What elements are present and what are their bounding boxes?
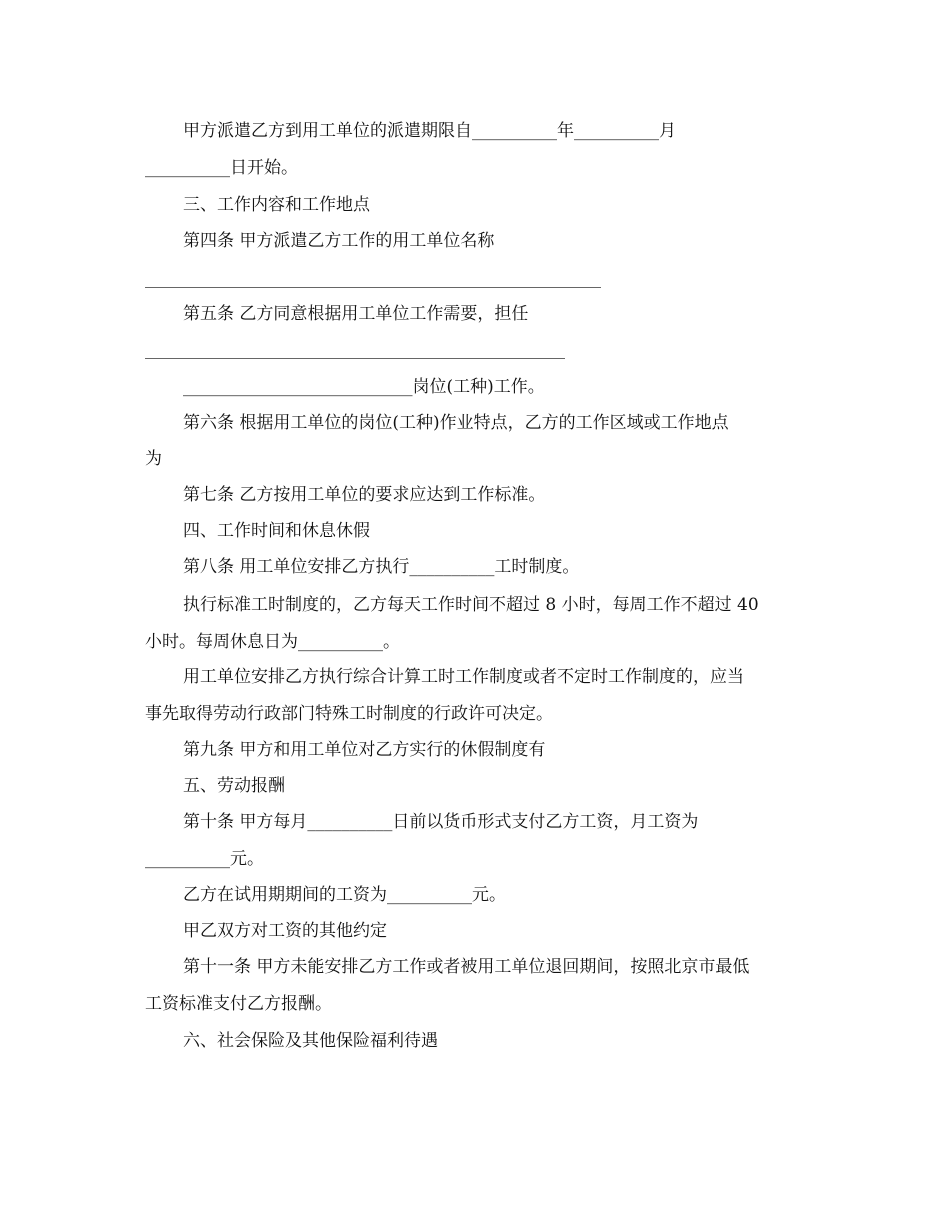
paragraph-dispatch-period: 甲方派遣乙方到用工单位的派遣期限自__________年__________月 — [183, 121, 676, 141]
article-11-cont: 工资标准支付乙方报酬。 — [145, 994, 332, 1014]
blank-line-1 — [145, 287, 601, 288]
article-4: 第四条 甲方派遣乙方工作的用工单位名称 — [183, 231, 495, 251]
paragraph-other-wage-terms: 甲乙双方对工资的其他约定 — [183, 921, 387, 941]
paragraph-dispatch-period-cont: __________日开始。 — [145, 158, 298, 178]
section-heading-6: 六、社会保险及其他保险福利待遇 — [183, 1031, 438, 1051]
paragraph-probation-wage: 乙方在试用期期间的工资为__________元。 — [183, 885, 506, 905]
paragraph-special-hours: 用工单位安排乙方执行综合计算工时工作制度或者不定时工作制度的，应当 — [183, 667, 744, 687]
article-5-cont: ___________________________岗位(工种)工作。 — [183, 377, 545, 397]
article-10: 第十条 甲方每月__________日前以货币形式支付乙方工资，月工资为 — [183, 812, 699, 832]
article-8: 第八条 用工单位安排乙方执行__________工时制度。 — [183, 557, 580, 577]
article-9: 第九条 甲方和用工单位对乙方实行的休假制度有 — [183, 740, 546, 760]
article-6: 第六条 根据用工单位的岗位(工种)作业特点，乙方的工作区域或工作地点 — [183, 413, 729, 433]
paragraph-standard-hours-cont: 小时。每周休息日为__________。 — [145, 632, 400, 652]
section-heading-5: 五、劳动报酬 — [183, 776, 285, 796]
article-10-cont: __________元。 — [145, 849, 264, 869]
article-6-cont: 为 — [145, 449, 162, 469]
paragraph-standard-hours: 执行标准工时制度的，乙方每天工作时间不超过 8 小时，每周工作不超过 40 — [183, 595, 759, 615]
article-11: 第十一条 甲方未能安排乙方工作或者被用工单位退回期间，按照北京市最低 — [183, 957, 750, 977]
blank-line-2 — [145, 358, 565, 359]
section-heading-4: 四、工作时间和休息休假 — [183, 521, 370, 541]
paragraph-special-hours-cont: 事先取得劳动行政部门特殊工时制度的行政许可决定。 — [145, 704, 553, 724]
article-5: 第五条 乙方同意根据用工单位工作需要，担任 — [183, 304, 529, 324]
article-7: 第七条 乙方按用工单位的要求应达到工作标准。 — [183, 485, 546, 505]
section-heading-3: 三、工作内容和工作地点 — [183, 195, 370, 215]
